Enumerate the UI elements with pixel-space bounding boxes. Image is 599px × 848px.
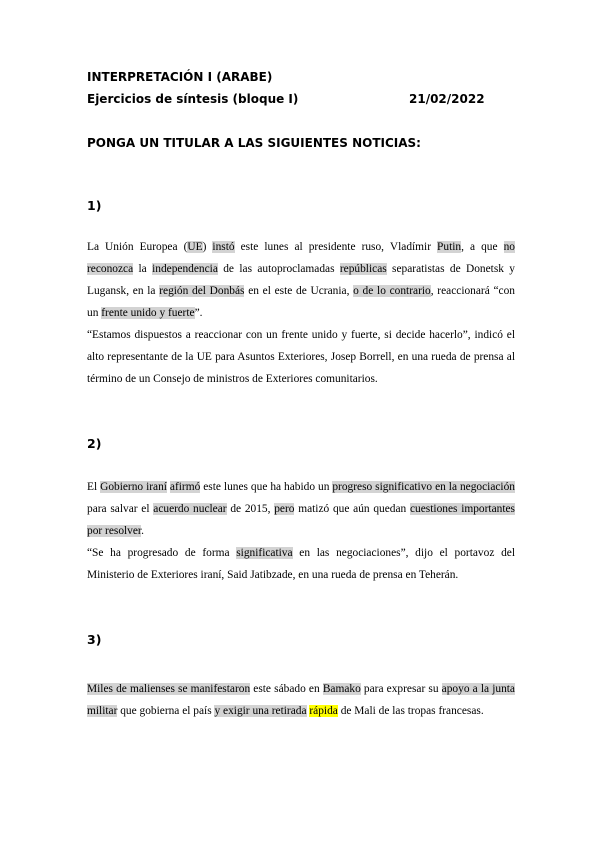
item-number-1: 1) <box>87 198 102 213</box>
highlighted-text: Miles de malienses se manifestaron <box>87 683 251 695</box>
body-text: La Unión Europea ( <box>87 241 188 253</box>
news-paragraph <box>87 542 515 586</box>
body-text: El <box>87 481 101 493</box>
highlighted-text: independencia <box>152 263 218 275</box>
body-text: “Se ha progresado de forma <box>87 547 237 559</box>
body-text: de 2015, <box>226 503 275 515</box>
exercise-subtitle: Ejercicios de síntesis (bloque I) <box>87 92 299 106</box>
news-paragraph <box>87 324 515 390</box>
highlighted-text: repúblicas <box>339 263 387 275</box>
news-paragraph <box>87 476 515 542</box>
body-text: , a que <box>461 241 504 253</box>
body-text: para salvar el <box>87 503 154 515</box>
body-text: , reaccionará “con un <box>87 285 516 319</box>
highlighted-text: no reconozca <box>87 241 515 275</box>
highlighted-text: y exigir una retirada <box>214 705 307 717</box>
highlighted-text: acuerdo nuclear <box>153 503 227 515</box>
body-text: en las negociaciones”, dijo el portavoz del Ministerio de Exteriores iraní, Said Jatibzade, en una rueda de prensa en Teherán. <box>87 547 515 581</box>
news-paragraph <box>87 678 515 722</box>
news-item-2 <box>87 476 515 586</box>
highlighted-text: afirmó <box>169 481 201 493</box>
body-text: de las autoproclamadas <box>217 263 340 275</box>
highlighted-text: progreso significativo en la negociación <box>332 481 515 493</box>
highlighted-text: o de lo contrario <box>353 285 431 297</box>
body-text: ) <box>202 241 213 253</box>
highlighted-text: apoyo a la junta militar <box>87 683 515 717</box>
document-date: 21/02/2022 <box>409 92 485 106</box>
highlighted-text: región del Donbás <box>159 285 245 297</box>
highlighted-text: UE <box>187 241 203 253</box>
course-title: INTERPRETACIÓN I (ARABE) <box>87 70 273 84</box>
body-text: para expresar su <box>360 683 442 695</box>
item-number-3: 3) <box>87 632 102 647</box>
body-text: que gobierna el país <box>117 705 215 717</box>
body-text: este lunes que ha habido un <box>200 481 333 493</box>
news-item-1 <box>87 236 515 390</box>
body-text: de Mali de las tropas francesas. <box>337 705 484 717</box>
body-text: en el este de Ucrania, <box>244 285 354 297</box>
highlighted-text: instó <box>212 241 235 253</box>
body-text: ”. <box>194 307 203 319</box>
highlighted-text: Gobierno iraní <box>100 481 167 493</box>
body-text: la <box>133 263 153 275</box>
instruction-heading: PONGA UN TITULAR A LAS SIGUIENTES NOTICIAS: <box>87 136 421 150</box>
news-item-3 <box>87 678 515 722</box>
highlighted-text: pero <box>274 503 295 515</box>
body-text: “Estamos dispuestos a reaccionar con un frente unido y fuerte, si decide hacerlo”, indicó el alto representante de la UE para Asuntos Exteriores, Josep Borrell, en una rueda de prensa al término de un Consejo de ministros de Exteriores comunitarios. <box>87 329 515 385</box>
body-text: matizó que aún quedan <box>294 503 410 515</box>
highlighted-text: Bamako <box>322 683 361 695</box>
highlighted-text: rápida <box>309 705 338 717</box>
body-text: . <box>141 525 144 537</box>
news-paragraph <box>87 236 515 324</box>
body-text: separatistas de Donetsk y Lugansk, en la <box>87 263 516 297</box>
item-number-2: 2) <box>87 436 102 451</box>
highlighted-text: significativa <box>236 547 293 559</box>
highlighted-text: frente unido y fuerte <box>101 307 195 319</box>
body-text: este sábado en <box>250 683 323 695</box>
body-text: este lunes al presidente ruso, Vladímir <box>234 241 438 253</box>
highlighted-text: cuestiones importantes por resolver <box>87 503 515 537</box>
highlighted-text: Putin <box>437 241 462 253</box>
